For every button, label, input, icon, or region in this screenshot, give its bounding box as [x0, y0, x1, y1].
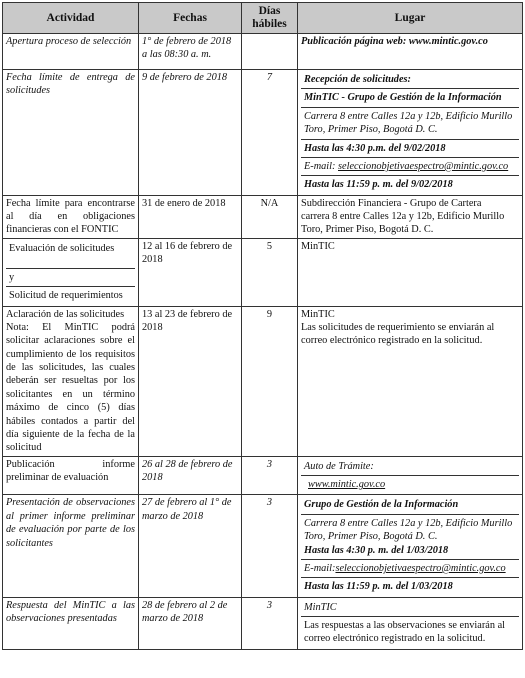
- actividad-line: y: [6, 268, 135, 286]
- website-link[interactable]: www.mintic.gov.co: [308, 479, 386, 490]
- cell-actividad: [3, 238, 139, 306]
- email-label: E-mail:: [304, 160, 339, 172]
- lugar-line: MinTIC: [301, 308, 335, 320]
- lugar-line: carrera 8 entre Calles 12a y 12b, Edificio Murillo Toro, Primer Piso, Bogotá D. C.: [301, 211, 505, 236]
- lugar-line: Recepción de solicitudes:: [304, 74, 411, 85]
- header-dias: Días hábiles: [242, 3, 298, 34]
- table-row: [3, 306, 523, 456]
- cell-dias: 9: [242, 306, 298, 456]
- cell-fechas: 31 de enero de 2018: [139, 195, 242, 238]
- cell-lugar: [298, 70, 523, 196]
- cell-actividad: Fecha límite para encontrarse al día en obligaciones financieras con el FONTIC: [3, 195, 139, 238]
- header-actividad: Actividad: [3, 3, 139, 34]
- lugar-line: Carrera 8 entre Calles 12a y 12b, Edificio Murillo Toro, Primer Piso, Bogotá D. C.: [301, 107, 519, 139]
- lugar-line: Hasta las 4:30 p. m. del 1/03/2018: [304, 544, 449, 556]
- lugar-line: Subdirección Financiera - Grupo de Cartera: [301, 197, 482, 209]
- table-row: [3, 597, 523, 649]
- email-link[interactable]: seleccionobjetivaespectro@mintic.gov.co: [335, 562, 506, 574]
- lugar-line: Hasta las 4:30 p.m. del 9/02/2018: [301, 139, 519, 157]
- email-link[interactable]: seleccionobjetivaespectro@mintic.gov.co: [338, 160, 509, 172]
- cell-dias: 3: [242, 495, 298, 597]
- cell-dias: 5: [242, 238, 298, 306]
- cell-lugar: Publicación página web: www.mintic.gov.co: [298, 34, 523, 70]
- cell-lugar: [298, 495, 523, 597]
- lugar-email-line: [301, 157, 519, 175]
- lugar-line: Grupo de Gestión de la Información: [304, 499, 459, 511]
- cell-lugar: [298, 597, 523, 649]
- actividad-note: Nota: El MinTIC podrá solicitar aclaraciones sobre el cumplimiento de los requisitos de las solicitudes, las cuales deberán ser resueltas por los solicitantes en un término máximo de cinco (5) días hábiles contados a partir del día siguiente de la fecha de la solicitud: [6, 321, 135, 454]
- cell-actividad: [3, 306, 139, 456]
- cell-dias: 3: [242, 456, 298, 495]
- lugar-line: Las respuestas a las observaciones se enviarán al correo electrónico registrado en la solicitud.: [301, 616, 519, 648]
- lugar-line: Las solicitudes de requerimiento se enviarán al correo electrónico registrado en la solicitud.: [301, 321, 495, 347]
- cell-fechas: 27 de febrero al 1° de marzo de 2018: [139, 495, 242, 597]
- lugar-line: MinTIC: [304, 601, 337, 613]
- lugar-line: Hasta las 11:59 p. m. del 1/03/2018: [301, 577, 519, 595]
- table-row: [3, 70, 523, 196]
- cell-fechas: 13 al 23 de febrero de 2018: [139, 306, 242, 456]
- lugar-line: Auto de Trámite:: [304, 460, 374, 472]
- cell-actividad: Apertura proceso de selección: [3, 34, 139, 70]
- table-row: [3, 456, 523, 495]
- cell-actividad: Respuesta del MinTIC a las observaciones presentadas: [3, 597, 139, 649]
- cell-lugar: [298, 456, 523, 495]
- table-row: [3, 34, 523, 70]
- cell-lugar: [298, 195, 523, 238]
- lugar-line: Carrera 8 entre Calles 12a y 12b, Edificio Murillo Toro, Primer Piso, Bogotá D. C.: [304, 517, 513, 543]
- cell-fechas: 28 de febrero al 2 de marzo de 2018: [139, 597, 242, 649]
- actividad-line: Evaluación de solicitudes: [9, 242, 115, 254]
- cell-fechas: 1° de febrero de 2018 a las 08:30 a. m.: [139, 34, 242, 70]
- cell-fechas: 12 al 16 de febrero de 2018: [139, 238, 242, 306]
- cell-lugar: [298, 306, 523, 456]
- lugar-line: MinTIC - Grupo de Gestión de la Información: [301, 88, 519, 106]
- lugar-line: Hasta las 11:59 p. m. del 9/02/2018: [301, 175, 519, 193]
- cell-actividad: Fecha límite de entrega de solicitudes: [3, 70, 139, 196]
- lugar-line: [301, 475, 519, 493]
- schedule-table: [2, 2, 523, 650]
- table-row: [3, 195, 523, 238]
- table-row: [3, 495, 523, 597]
- header-row: [3, 3, 523, 34]
- header-fechas: Fechas: [139, 3, 242, 34]
- cell-dias: 3: [242, 597, 298, 649]
- cell-dias: 7: [242, 70, 298, 196]
- actividad-line: Solicitud de requerimientos: [6, 286, 135, 304]
- header-lugar: Lugar: [298, 3, 523, 34]
- cell-fechas: 26 al 28 de febrero de 2018: [139, 456, 242, 495]
- table-row: [3, 238, 523, 306]
- cell-actividad: Publicación informe preliminar de evaluación: [3, 456, 139, 495]
- cell-actividad: Presentación de observaciones al primer informe preliminar de evaluación por parte de los solicitantes: [3, 495, 139, 597]
- lugar-email-line: [301, 559, 519, 577]
- cell-fechas: 9 de febrero de 2018: [139, 70, 242, 196]
- lugar-address: [301, 514, 519, 559]
- cell-dias: [242, 34, 298, 70]
- actividad-line: Aclaración de las solicitudes: [6, 308, 125, 320]
- cell-lugar: MinTIC: [298, 238, 523, 306]
- cell-dias: N/A: [242, 195, 298, 238]
- email-label: E-mail:: [304, 562, 336, 574]
